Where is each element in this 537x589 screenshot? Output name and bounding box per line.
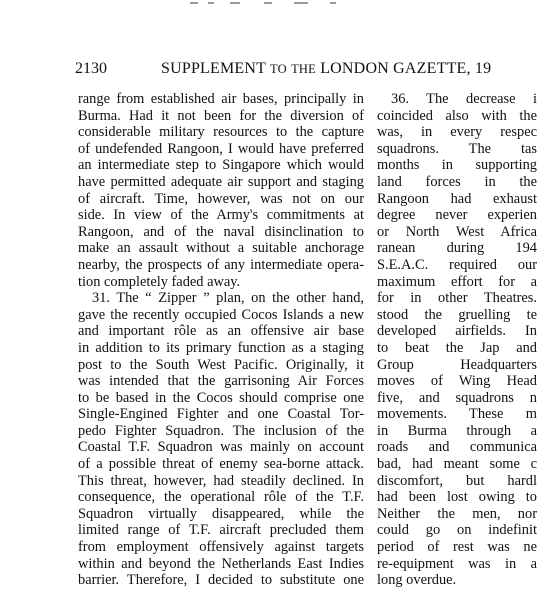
title-supplement: SUPPLEMENT (161, 60, 266, 77)
text-line: stood the gruelling te (377, 306, 537, 323)
title-gazette: LONDON GAZETTE, 19 (320, 60, 492, 77)
text-line: in addition to its primary function as a staging (78, 339, 364, 356)
text-line: of a possible threat of enemy sea-borne attack. (78, 456, 364, 473)
text-line: Group Headquarters (377, 356, 537, 373)
text-line: period of rest was ne (377, 539, 537, 556)
text-line: nearby, the prospects of any intermediate opera- (78, 256, 364, 273)
page-number: 2130 (75, 60, 107, 77)
text-line: or North West Africa (377, 223, 537, 240)
text-line: movements. These m (377, 406, 537, 423)
text-line: Rangoon, and of the naval disinclination to (78, 223, 364, 240)
text-line: Single-Engined Fighter and one Coastal Tor- (78, 406, 364, 423)
text-line: was, in every respec (377, 124, 537, 141)
text-line: within and beyond the Netherlands East Indies (78, 555, 364, 572)
text-line: maximum effort for a (377, 273, 537, 290)
text-line: for in other Theatres. (377, 290, 537, 307)
text-line: of undefended Rangoon, I would have preferred (78, 140, 364, 157)
text-line: Burma. Had it not been for the diversion of (78, 107, 364, 124)
text-line: Squadron virtually disappeared, while the (78, 505, 364, 522)
text-line: had been lost owing to (377, 489, 537, 506)
top-edge-fragment (190, 0, 360, 8)
text-line: could go on indefinit (377, 522, 537, 539)
text-line: to beat the Jap and (377, 339, 537, 356)
text-line: developed airfields. In (377, 323, 537, 340)
text-line: have permitted adequate air support and staging (78, 173, 364, 190)
text-line: moves of Wing Head (377, 373, 537, 390)
text-line: in Burma through a (377, 422, 537, 439)
text-line: squadrons. The tas (377, 140, 537, 157)
text-line: and important rôle as an offensive air base (78, 323, 364, 340)
text-line: to be based in the Cocos should comprise one (78, 389, 364, 406)
text-line: range from established air bases, principally in (78, 91, 364, 107)
text-line: bad, had meant some c (377, 456, 537, 473)
text-line: land forces in the (377, 173, 537, 190)
text-line: post to the South West Pacific. Originally, it (78, 356, 364, 373)
running-title (161, 58, 491, 80)
text-line: make an assault without a suitable anchorage (78, 240, 364, 257)
text-line: Neither the men, nor (377, 505, 537, 522)
text-line: considerable military resources to the capture (78, 124, 364, 141)
text-line: S.E.A.C. required our (377, 256, 537, 273)
text-line: months in supporting (377, 157, 537, 174)
text-line: degree never experien (377, 207, 537, 224)
text-line: This threat, however, had steadily declined. In (78, 472, 364, 489)
text-line: re-equipment was in a (377, 555, 537, 572)
text-line: Coastal T.F. Squadron was mainly on account (78, 439, 364, 456)
text-line: from employment offensively against targets (78, 539, 364, 556)
text-line: consequence, the operational rôle of the T.F. (78, 489, 364, 506)
text-line: an intermediate step to Singapore which would (78, 157, 364, 174)
paragraph-31-start: 31. The “ Zipper ” plan, on the other hand, (92, 290, 364, 307)
text-line: Rangoon had exhaust (377, 190, 537, 207)
text-line: five, and squadrons n (377, 389, 537, 406)
text-line: of aircraft. Time, however, was not on our (78, 190, 364, 207)
text-line: gave the recently occupied Cocos Islands a new (78, 306, 364, 323)
text-line: side. In view of the Army's commitments at (78, 207, 364, 224)
text-line: coincided also with the (377, 107, 537, 124)
paragraph-36-start: 36. The decrease i (391, 91, 537, 107)
text-line: roads and communica (377, 439, 537, 456)
right-column (377, 91, 537, 589)
page-header (0, 58, 512, 80)
title-to: TO (270, 62, 287, 76)
left-column (78, 91, 364, 589)
text-line: pedo Fighter Squadron. The inclusion of the (78, 422, 364, 439)
text-line: barrier. Therefore, I decided to substitute one (78, 572, 364, 589)
text-line: ranean during 194 (377, 240, 537, 257)
text-line: tion completely faded away. (78, 273, 241, 290)
text-line: long overdue. (377, 572, 457, 589)
text-line: was intended that the garrisoning Air Forces (78, 373, 364, 390)
text-line: limited range of T.F. aircraft precluded them (78, 522, 364, 539)
title-the: THE (291, 62, 316, 76)
text-line: discomfort, but hardl (377, 472, 537, 489)
